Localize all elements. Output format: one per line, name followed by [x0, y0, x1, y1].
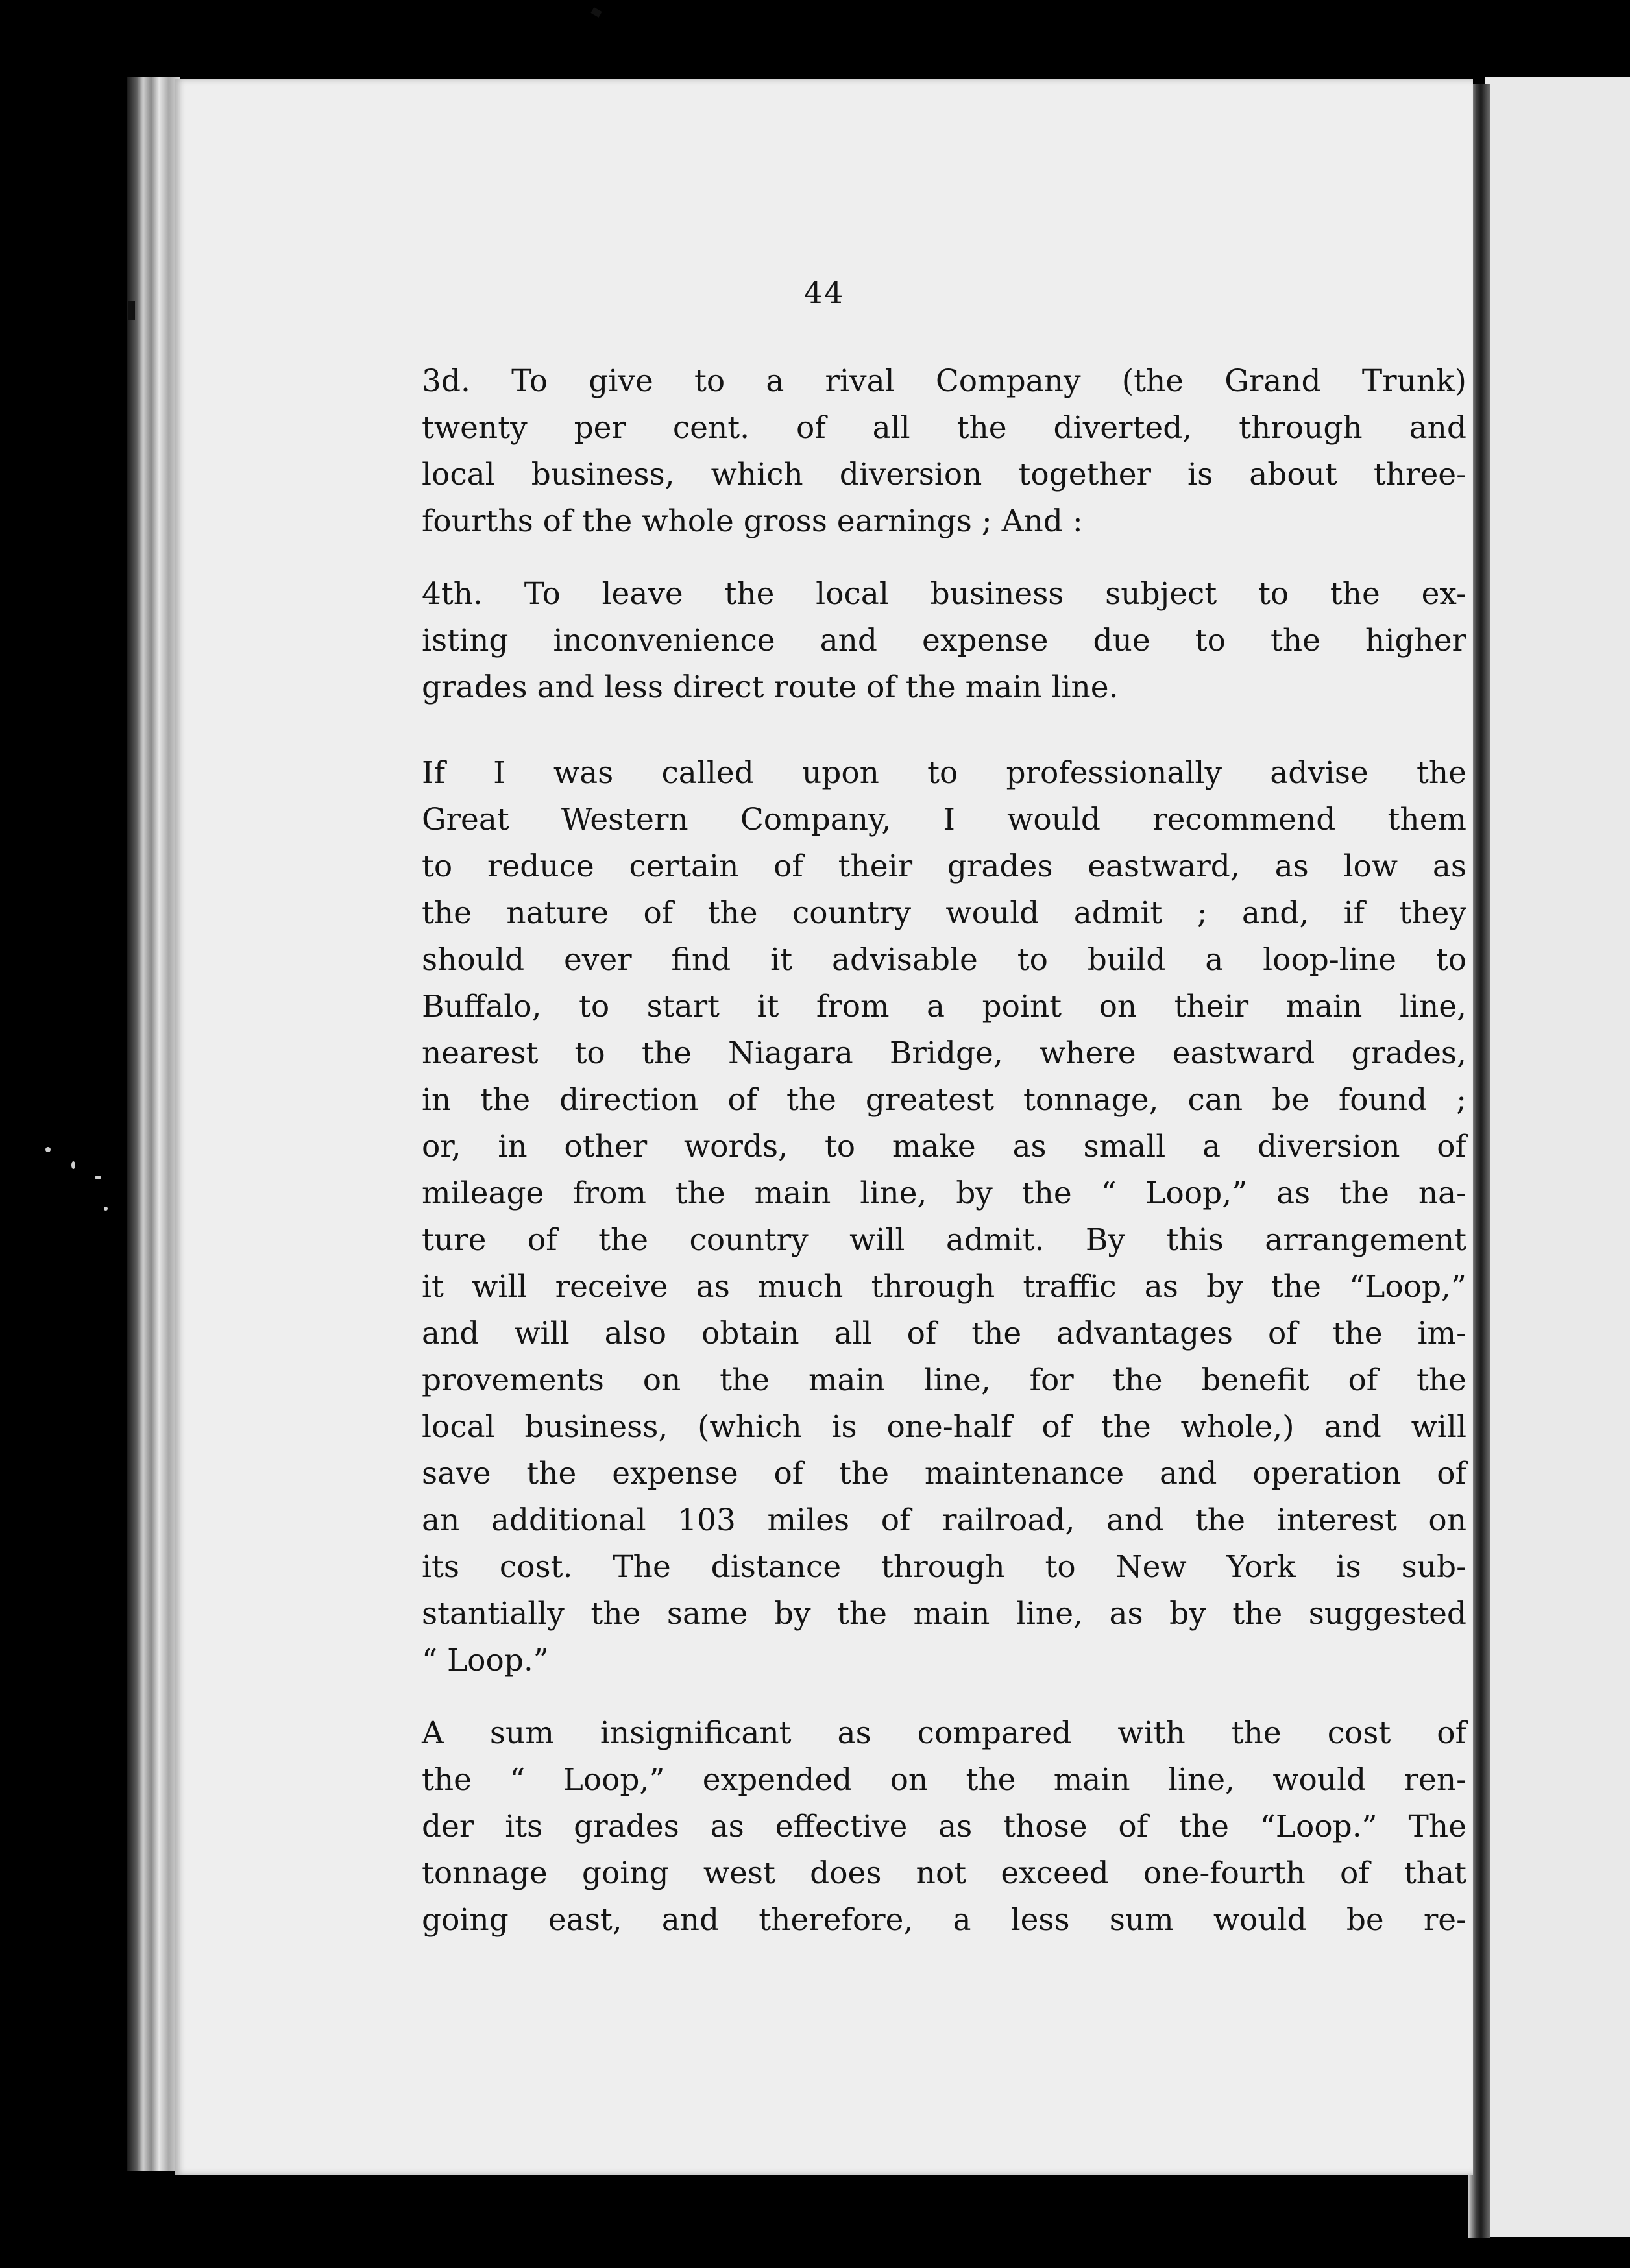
scan-speck	[71, 1161, 75, 1169]
text-line: in the direction of the greatest tonnage, can be found ;	[422, 1082, 1466, 1118]
scan-speck	[104, 1207, 108, 1211]
text-line: should ever find it advisable to build a loop-line to	[422, 942, 1466, 978]
text-line: local business, (which is one-half of the whole,) and will	[422, 1409, 1466, 1445]
book-page	[175, 79, 1473, 2175]
text-line: If I was called upon to professionally advise the	[422, 755, 1466, 791]
text-line: local business, which diversion together is about three-	[422, 457, 1466, 492]
text-line: Great Western Company, I would recommend them	[422, 802, 1466, 838]
text-line: the nature of the country would admit ; and, if they	[422, 895, 1466, 931]
scan-mark	[128, 301, 135, 320]
text-line: 4th. To leave the local business subject to the ex-	[422, 576, 1466, 612]
text-line: Buffalo, to start it from a point on their main line,	[422, 989, 1466, 1024]
text-line: save the expense of the maintenance and operation of	[422, 1456, 1466, 1491]
text-line: tonnage going west does not exceed one-fourth of that	[422, 1855, 1466, 1891]
text-line: “ Loop.”	[422, 1643, 549, 1678]
text-line: to reduce certain of their grades eastward, as low as	[422, 849, 1466, 884]
text-line: fourths of the whole gross earnings ; And :	[422, 503, 1083, 539]
paragraph	[422, 358, 1466, 545]
paragraph	[422, 750, 1466, 1684]
text-line: and will also obtain all of the advantages of the im-	[422, 1316, 1466, 1351]
text-line: it will receive as much through traffic as by the “Loop,”	[422, 1269, 1466, 1305]
text-line: provements on the main line, for the benefit of the	[422, 1362, 1466, 1398]
text-line: going east, and therefore, a less sum would be re-	[422, 1902, 1466, 1938]
scan-speck	[45, 1147, 51, 1152]
text-line: der its grades as effective as those of the “Loop.” The	[422, 1809, 1466, 1844]
text-line: an additional 103 miles of railroad, and the interest on	[422, 1502, 1466, 1538]
text-line: the “ Loop,” expended on the main line, would ren-	[422, 1762, 1466, 1798]
text-line: A sum insignificant as compared with the cost of	[422, 1715, 1466, 1751]
text-line: twenty per cent. of all the diverted, through and	[422, 410, 1466, 446]
facing-page-edge	[1485, 77, 1630, 2237]
scan-speck	[95, 1176, 101, 1179]
paragraph	[422, 571, 1466, 711]
text-line: or, in other words, to make as small a diversion of	[422, 1129, 1466, 1164]
text-line: stantially the same by the main line, as by the suggested	[422, 1596, 1466, 1632]
paragraph	[422, 1710, 1466, 1944]
text-line: mileage from the main line, by the “ Loop,” as the na-	[422, 1176, 1466, 1211]
book-left-edge	[127, 77, 180, 2171]
page-number: 44	[803, 275, 845, 310]
text-line: ture of the country will admit. By this arrangement	[422, 1222, 1466, 1258]
page-text	[422, 358, 1466, 1970]
scan-mark	[590, 7, 602, 18]
text-line: its cost. The distance through to New York is sub-	[422, 1549, 1466, 1585]
text-line: 3d. To give to a rival Company (the Grand Trunk)	[422, 363, 1466, 399]
text-line: grades and less direct route of the main line.	[422, 670, 1119, 705]
text-line: nearest to the Niagara Bridge, where eastward grades,	[422, 1035, 1466, 1071]
text-line: isting inconvenience and expense due to the higher	[422, 623, 1466, 658]
